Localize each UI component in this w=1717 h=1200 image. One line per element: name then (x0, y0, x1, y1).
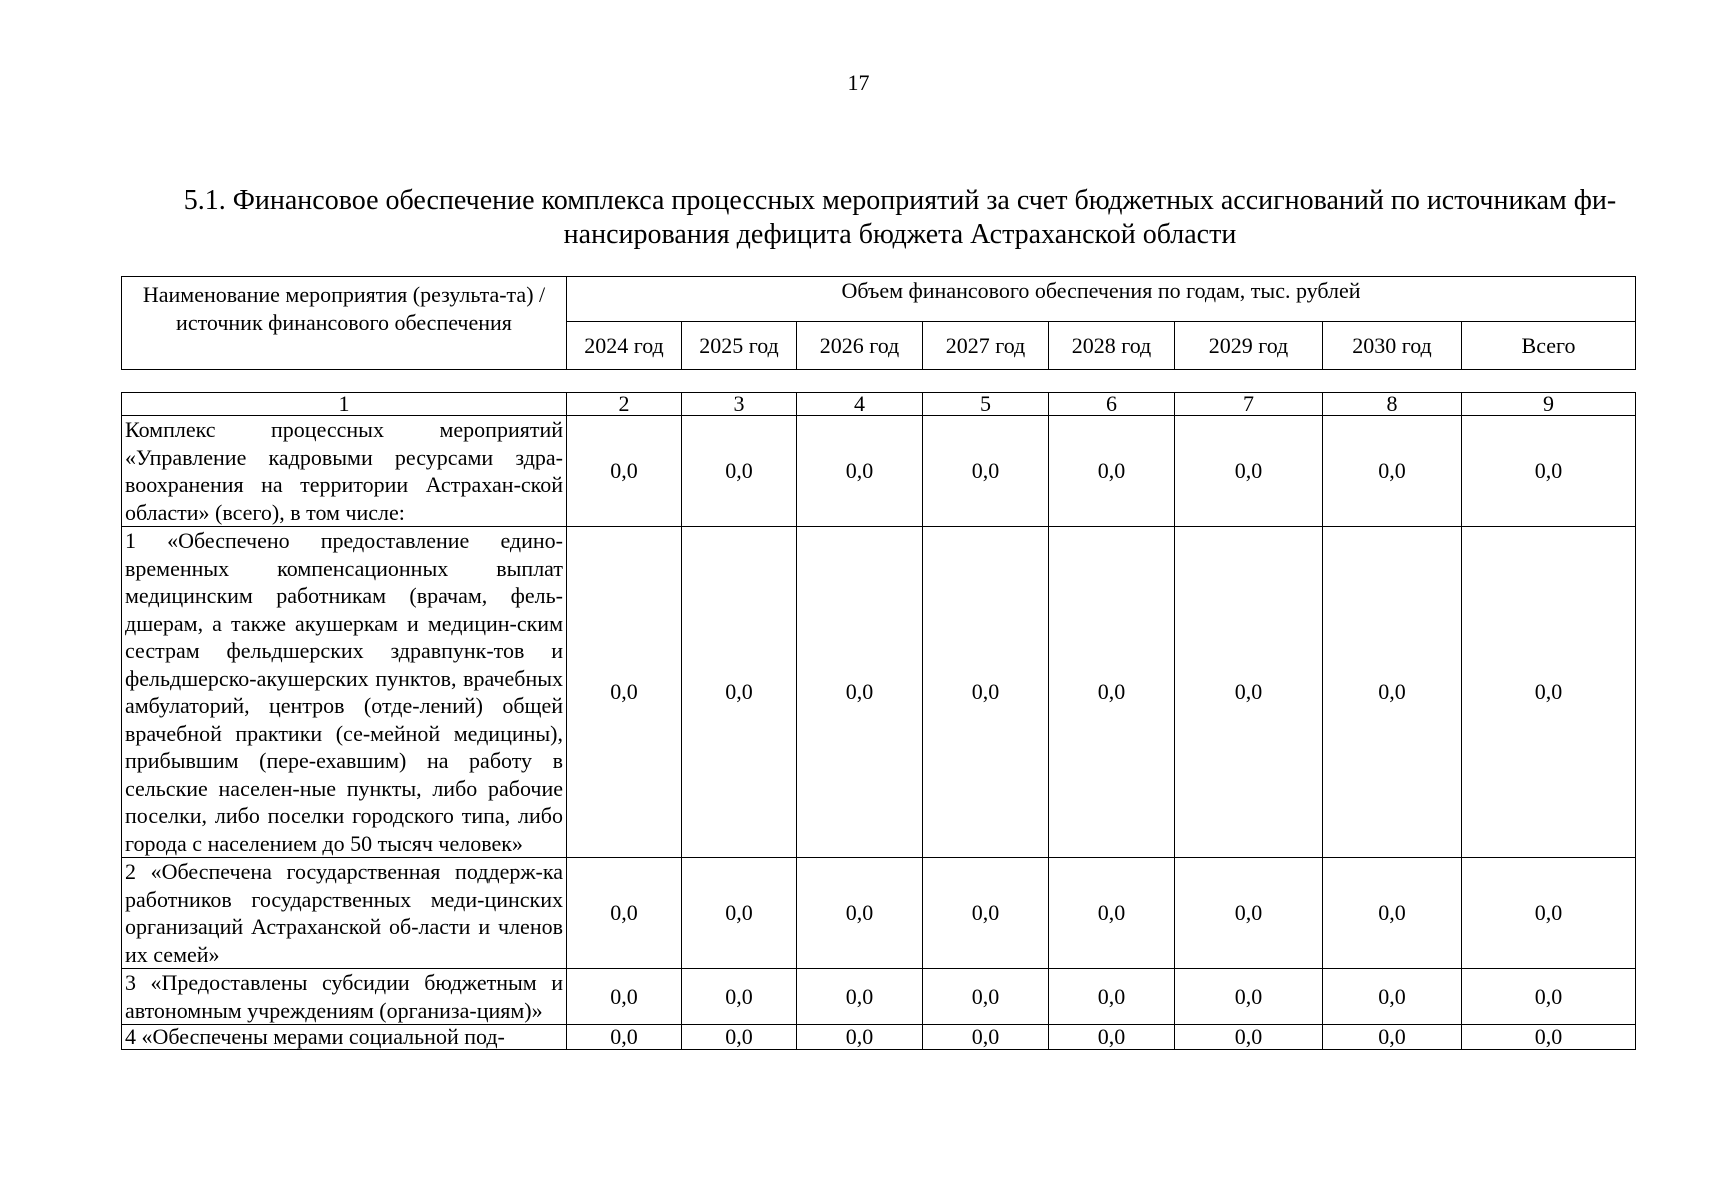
table-row (122, 527, 1636, 858)
table-row (122, 858, 1636, 969)
row-value: 0,0 (567, 416, 682, 527)
header-year-2024: 2024 год (567, 322, 682, 370)
financing-table-header (121, 276, 1636, 370)
row-value: 0,0 (1175, 527, 1323, 858)
row-value: 0,0 (1175, 1025, 1323, 1050)
row-value: 0,0 (797, 527, 923, 858)
row-value: 0,0 (1462, 527, 1636, 858)
column-number: 4 (797, 393, 923, 416)
row-value: 0,0 (567, 969, 682, 1025)
row-value: 0,0 (1049, 858, 1175, 969)
row-value: 0,0 (682, 1025, 797, 1050)
row-value: 0,0 (1175, 969, 1323, 1025)
header-year-2030: 2030 год (1323, 322, 1462, 370)
column-number: 8 (1323, 393, 1462, 416)
page-number: 17 (847, 70, 870, 95)
column-number: 5 (923, 393, 1049, 416)
row-value: 0,0 (1049, 1025, 1175, 1050)
row-value: 0,0 (1323, 969, 1462, 1025)
header-year-2025: 2025 год (682, 322, 797, 370)
row-value: 0,0 (1323, 527, 1462, 858)
row-value: 0,0 (1323, 858, 1462, 969)
row-name: 3 «Предоставлены субсидии бюджетным и автономным учреждениям (организа-циям)» (122, 969, 567, 1025)
header-year-2028: 2028 год (1049, 322, 1175, 370)
row-name: 2 «Обеспечена государственная поддерж-ка работников государственных меди-цинских организаций Астраханской об-ласти и членов их семей» (122, 858, 567, 969)
column-number: 1 (122, 393, 567, 416)
row-value: 0,0 (682, 527, 797, 858)
row-name: 4 «Обеспечены мерами социальной под- (122, 1025, 567, 1050)
row-value: 0,0 (797, 858, 923, 969)
table-row (122, 416, 1636, 527)
row-name: Комплекс процессных мероприятий «Управление кадровыми ресурсами здра-воохранения на территории Астрахан-ской области» (всего), в том числе: (122, 416, 567, 527)
column-number: 7 (1175, 393, 1323, 416)
row-value: 0,0 (682, 416, 797, 527)
row-value: 0,0 (567, 527, 682, 858)
row-value: 0,0 (1323, 1025, 1462, 1050)
column-number-row (122, 393, 1636, 416)
row-value: 0,0 (923, 1025, 1049, 1050)
row-name: 1 «Обеспечено предоставление едино-временных компенсационных выплат медицинским работникам (врачам, фель-дшерам, а также акушеркам и медицин-ским сестрам фельдшерских здравпунк-тов и фельдшерско-акушерских пунктов, врачебных амбулаторий, центров (отде-лений) общей врачебной практики (се-мейной медицины), прибывшим (пере-ехавшим) на работу в сельские населен-ные пункты, либо рабочие поселки, либо поселки городского типа, либо города с населением до 50 тысяч человек» (122, 527, 567, 858)
row-value: 0,0 (797, 1025, 923, 1050)
section-title (150, 184, 1650, 252)
row-value: 0,0 (923, 969, 1049, 1025)
column-number: 3 (682, 393, 797, 416)
row-value: 0,0 (682, 858, 797, 969)
row-value: 0,0 (567, 858, 682, 969)
row-value: 0,0 (1462, 1025, 1636, 1050)
header-name-column: Наименование мероприятия (результа-та) / источник финансового обеспечения (122, 277, 567, 370)
row-value: 0,0 (1462, 858, 1636, 969)
financing-table-body (121, 392, 1636, 1050)
table-row (122, 1025, 1636, 1050)
header-year-2027: 2027 год (923, 322, 1049, 370)
row-value: 0,0 (1175, 416, 1323, 527)
header-volume-group: Объем финансового обеспечения по годам, тыс. рублей (567, 277, 1636, 322)
row-value: 0,0 (797, 969, 923, 1025)
header-total: Всего (1462, 322, 1636, 370)
section-title-line-1: 5.1. Финансовое обеспечение комплекса процессных мероприятий за счет бюджетных ассигнований по источникам фи- (183, 185, 1617, 216)
table-row (122, 969, 1636, 1025)
row-value: 0,0 (797, 416, 923, 527)
row-value: 0,0 (923, 416, 1049, 527)
row-value: 0,0 (567, 1025, 682, 1050)
column-number: 2 (567, 393, 682, 416)
row-value: 0,0 (1049, 969, 1175, 1025)
column-number: 9 (1462, 393, 1636, 416)
row-value: 0,0 (1323, 416, 1462, 527)
row-value: 0,0 (1462, 969, 1636, 1025)
header-year-2029: 2029 год (1175, 322, 1323, 370)
row-value: 0,0 (923, 858, 1049, 969)
row-value: 0,0 (1049, 416, 1175, 527)
section-title-line-2: нансирования дефицита бюджета Астраханской области (563, 219, 1237, 250)
row-value: 0,0 (682, 969, 797, 1025)
header-year-2026: 2026 год (797, 322, 923, 370)
row-value: 0,0 (923, 527, 1049, 858)
column-number: 6 (1049, 393, 1175, 416)
row-value: 0,0 (1049, 527, 1175, 858)
row-value: 0,0 (1462, 416, 1636, 527)
row-value: 0,0 (1175, 858, 1323, 969)
